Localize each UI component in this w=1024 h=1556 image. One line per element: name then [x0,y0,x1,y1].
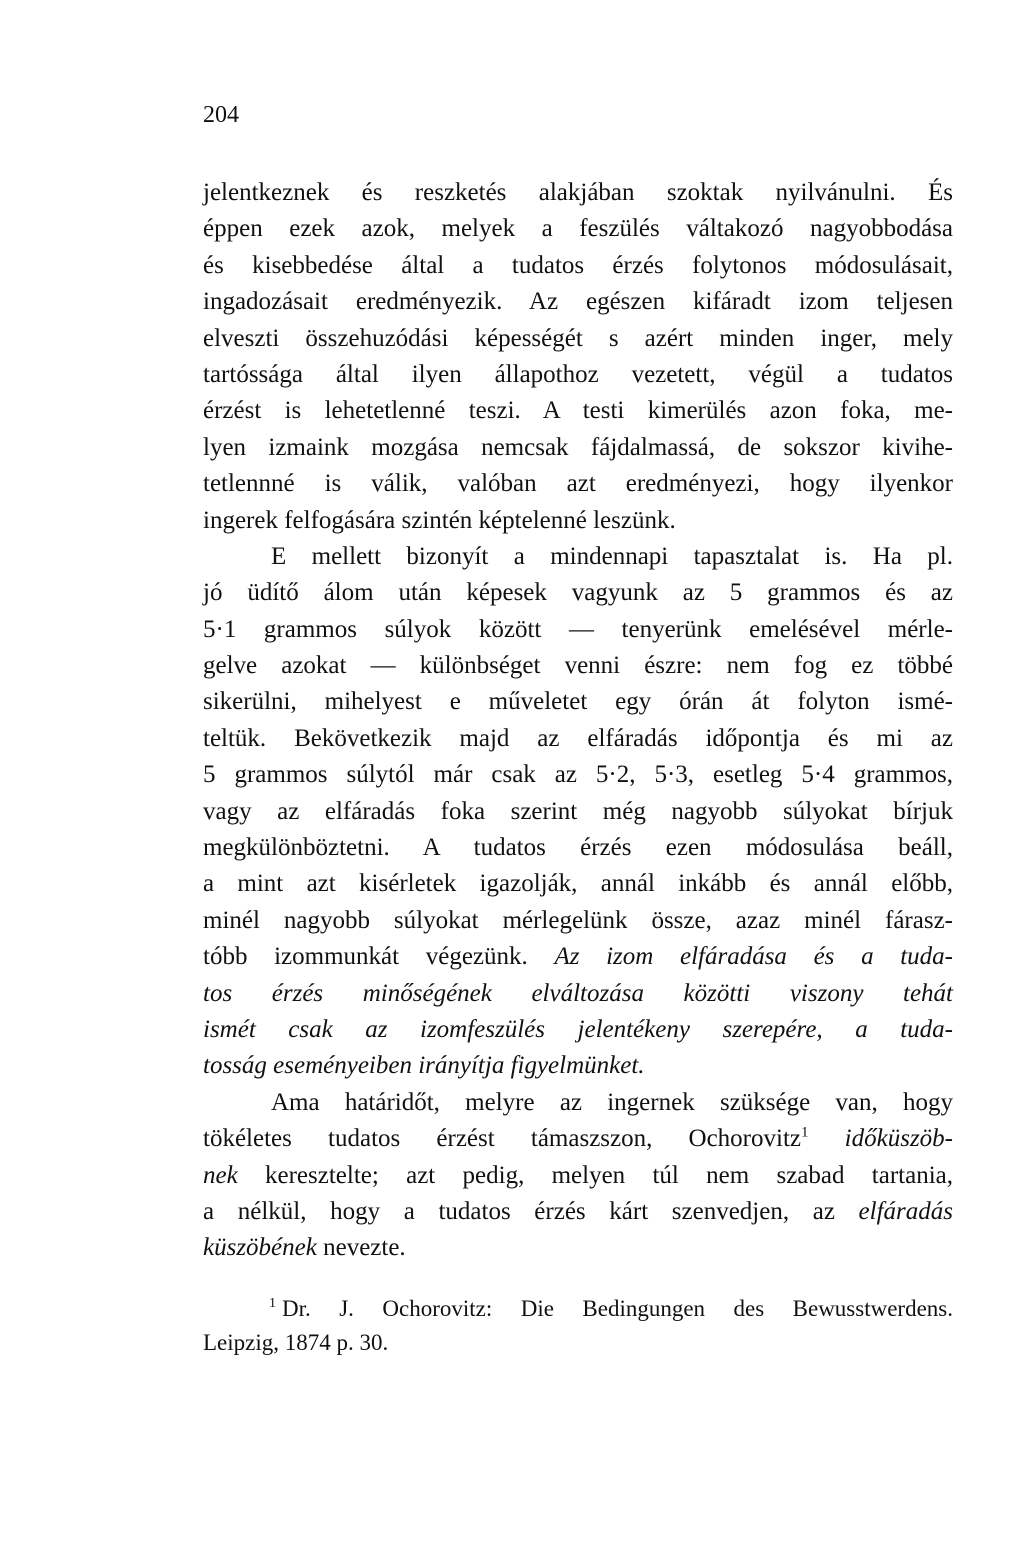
text-line: tosság eseményeiben irányítja figyelmünket. [203,1052,645,1080]
text-line: E mellett bizonyít a mindennapi tapasztalat is. Ha pl. [271,542,953,570]
text-line: ingadozásait eredményezik. Az egészen kifáradt izom teljesen [203,288,953,316]
text-line: jelentkeznek és reszketés alakjában szoktak nyilvánulni. És [203,179,953,206]
text-line: jó üdítő álom után képesek vagyunk az 5 grammos és az [203,579,953,607]
text-line [203,1158,953,1194]
text-line [203,1121,953,1157]
text-line: 5 grammos súlytól már csak az 5·2, 5·3, esetleg 5·4 grammos, [203,761,953,789]
text-span: tóbb izommunkát végezünk. [203,943,555,971]
italic-span: elfáradás [858,1197,953,1225]
page-number: 204 [203,102,239,128]
text-line: ismét csak az izomfeszülés jelentékeny szerepére, a tuda- [203,1015,953,1043]
text-span: a nélkül, hogy a tudatos érzés kárt szenvedjen, az [203,1197,859,1225]
italic-span: nek [203,1161,238,1189]
text-line: ingerek felfogására szintén képtelenné leszünk. [203,506,676,534]
text-line: megkülönböztetni. A tudatos érzés ezen módosulása beáll, [203,834,953,862]
text-line: lyen izmaink mozgása nemcsak fájdalmassá, de sokszor kivihe- [203,433,953,461]
text-line [203,939,953,975]
text-line: 5·1 grammos súlyok között — tenyerünk emelésével mérle- [203,615,953,643]
footnote-line: Leipzig, 1874 p. 30. [203,1330,389,1355]
text-line [203,1230,953,1266]
text-span: tökéletes tudatos érzést támaszszon, Ochorovitz [203,1125,801,1153]
text-span: nevezte. [316,1234,406,1262]
text-line: érzést is lehetetlenné teszi. A testi kimerülés azon foka, me- [203,397,953,425]
text-line: a mint azt kisérletek igazolják, annál inkább és annál előbb, [203,870,953,898]
italic-span: küszöbének [203,1234,317,1262]
text-line: tetlennné is válik, valóban azt eredményezi, hogy ilyenkor [203,470,953,498]
text-line: éppen ezek azok, melyek a feszülés váltakozó nagyobbodása [203,215,953,243]
text-line: elveszti összehuzódási képességét s azért minden inger, mely [203,324,953,352]
text-line [203,1194,953,1230]
text-line: gelve azokat — különbséget venni észre: nem fog ez többé [203,652,953,680]
text-line: sikerülni, mihelyest e műveletet egy órán át folyton ismé- [203,688,953,716]
text-line: vagy az elfáradás foka szerint még nagyobb súlyokat bírjuk [203,797,953,825]
footnote-marker: 1 [269,1296,276,1312]
footnote-marker: 1 [801,1124,809,1141]
footnote [203,1292,953,1360]
footnote-text: Dr. J. Ochorovitz: Die Bedingungen des Bewusstwerdens. [282,1296,953,1321]
text-line: és kisebbedése által a tudatos érzés folytonos módosulásait, [203,251,953,279]
text-line: minél nagyobb súlyokat mérlegelünk össze, azaz minél fárasz- [203,906,953,934]
text-line: tartóssága által ilyen állapothoz vezetett, végül a tudatos [203,360,953,388]
body-text [203,175,953,1267]
text-line: Ama határidőt, melyre az ingernek szüksége van, hogy [271,1088,953,1116]
italic-span: időküszöb- [808,1125,953,1153]
text-line: tos érzés minőségének elváltozása közötti viszony tehát [203,979,953,1007]
text-line: teltük. Bekövetkezik majd az elfáradás időpontja és mi az [203,724,953,752]
footnote-line [203,1292,953,1326]
text-span: keresztelte; azt pedig, melyen túl nem szabad tartania, [237,1161,953,1189]
italic-span: Az izom elfáradása és a tuda- [554,943,953,971]
